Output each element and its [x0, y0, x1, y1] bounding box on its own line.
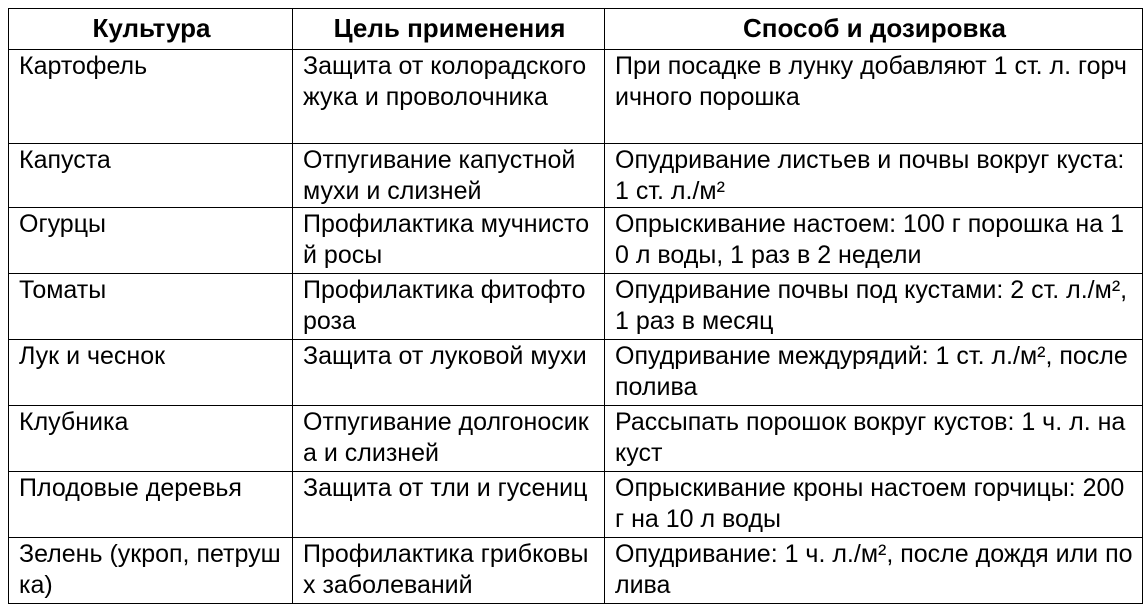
cell-crop: Лук и чеснок: [9, 340, 293, 406]
table-row: [9, 538, 1143, 604]
cell-method: Опрыскивание настоем: 100 г порошка на 10 л воды, 1 раз в 2 недели: [605, 208, 1143, 274]
cell-method: Опудривание почвы под кустами: 2 ст. л./м², 1 раз в месяц: [605, 274, 1143, 340]
cell-purpose: Защита от луковой мухи: [293, 340, 605, 406]
table-row: [9, 274, 1143, 340]
table-header-row: [9, 9, 1143, 50]
cell-purpose: Отпугивание долгоносика и слизней: [293, 406, 605, 472]
table-row: [9, 144, 1143, 208]
cell-purpose: Защита от колорадского жука и проволочника: [293, 50, 605, 144]
cell-crop: Зелень (укроп, петрушка): [9, 538, 293, 604]
cell-method: Рассыпать порошок вокруг кустов: 1 ч. л. на куст: [605, 406, 1143, 472]
cell-crop: Плодовые деревья: [9, 472, 293, 538]
cell-crop: Огурцы: [9, 208, 293, 274]
cell-method: Опудривание: 1 ч. л./м², после дождя или полива: [605, 538, 1143, 604]
cell-crop: Картофель: [9, 50, 293, 144]
mustard-usage-table-container: [8, 8, 1143, 604]
cell-crop: Капуста: [9, 144, 293, 208]
cell-method: При посадке в лунку добавляют 1 ст. л. горчичного порошка: [605, 50, 1143, 144]
table-row: [9, 208, 1143, 274]
cell-crop: Томаты: [9, 274, 293, 340]
cell-purpose: Профилактика мучнистой росы: [293, 208, 605, 274]
cell-method: Опрыскивание кроны настоем горчицы: 200 г на 10 л воды: [605, 472, 1143, 538]
header-crop: Культура: [9, 9, 293, 50]
header-method: Способ и дозировка: [605, 9, 1143, 50]
table-row: [9, 50, 1143, 144]
cell-purpose: Профилактика фитофтороза: [293, 274, 605, 340]
cell-purpose: Защита от тли и гусениц: [293, 472, 605, 538]
table-row: [9, 340, 1143, 406]
cell-purpose: Отпугивание капустной мухи и слизней: [293, 144, 605, 208]
cell-method: Опудривание листьев и почвы вокруг куста: 1 ст. л./м²: [605, 144, 1143, 208]
table-row: [9, 472, 1143, 538]
table-row: [9, 406, 1143, 472]
mustard-usage-table: [8, 8, 1143, 604]
header-purpose: Цель применения: [293, 9, 605, 50]
cell-purpose: Профилактика грибковых заболеваний: [293, 538, 605, 604]
cell-crop: Клубника: [9, 406, 293, 472]
cell-method: Опудривание междурядий: 1 ст. л./м², после полива: [605, 340, 1143, 406]
